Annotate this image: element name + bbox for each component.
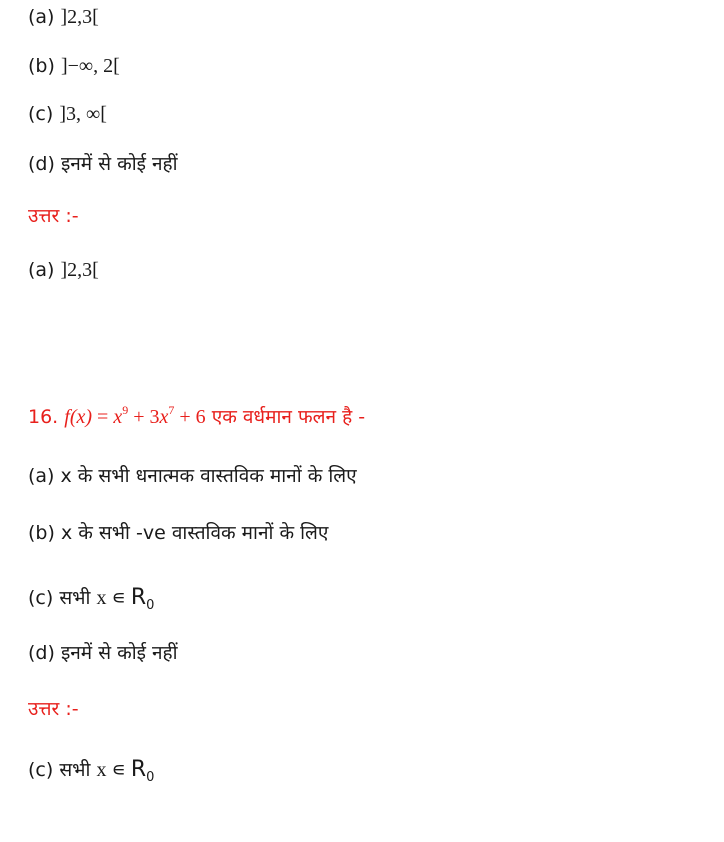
q16-option-a (28, 463, 357, 489)
q16-option-b (28, 520, 328, 546)
option-math: x ∊ (96, 587, 131, 609)
q15-answer (28, 257, 99, 283)
option-label: (b) (28, 55, 55, 77)
math-equals: = (92, 406, 114, 428)
option-text: x के सभी धनात्मक वास्तविक मानों के लिए (60, 465, 357, 487)
option-label: (d) (28, 642, 55, 664)
math-x-term1: x (113, 406, 123, 428)
answer-label: (c) (28, 759, 54, 781)
q16-question (28, 404, 365, 430)
q15-option-b (28, 53, 120, 79)
math-x-term2: x (159, 406, 169, 428)
q16-answer-heading: उत्तर :- (28, 698, 79, 720)
option-subscript: 0 (146, 598, 155, 613)
question-statement: एक वर्धमान फलन है - (211, 406, 366, 428)
q15-option-a (28, 4, 99, 30)
option-label: (c) (28, 587, 54, 609)
option-text: सभी (59, 587, 91, 609)
option-text: ]3, ∞[ (59, 103, 107, 125)
math-f: f (64, 406, 70, 428)
option-R: R (130, 585, 147, 610)
q15-option-c (28, 101, 107, 127)
option-label: (d) (28, 153, 55, 175)
option-text: ]2,3[ (60, 6, 99, 28)
math-x-arg: (x) (69, 406, 93, 428)
answer-math: x ∊ (96, 759, 131, 781)
option-label: (c) (28, 103, 54, 125)
math-exponent-9: 9 (122, 403, 129, 417)
option-text: x के सभी -ve वास्तविक मानों के लिए (60, 522, 329, 544)
option-label: (b) (28, 522, 55, 544)
answer-R: R (130, 757, 147, 782)
answer-text: सभी (59, 759, 91, 781)
option-text: इनमें से कोई नहीं (60, 642, 178, 664)
question-math (64, 403, 206, 428)
q15-answer-heading: उत्तर :- (28, 205, 79, 227)
q15-option-d (28, 151, 178, 177)
question-number: 16. (28, 406, 59, 428)
option-text: इनमें से कोई नहीं (60, 153, 178, 175)
q16-option-c (28, 585, 154, 611)
answer-subscript: 0 (146, 770, 155, 785)
answer-label: (a) (28, 259, 55, 281)
q16-option-d (28, 640, 178, 666)
math-plus-6: + 6 (174, 406, 206, 428)
option-text: ]−∞, 2[ (60, 55, 120, 77)
math-plus-3: + 3 (128, 406, 160, 428)
option-label: (a) (28, 465, 55, 487)
math-exponent-7: 7 (168, 403, 175, 417)
answer-text: ]2,3[ (60, 259, 99, 281)
q16-answer (28, 757, 154, 783)
option-label: (a) (28, 6, 55, 28)
